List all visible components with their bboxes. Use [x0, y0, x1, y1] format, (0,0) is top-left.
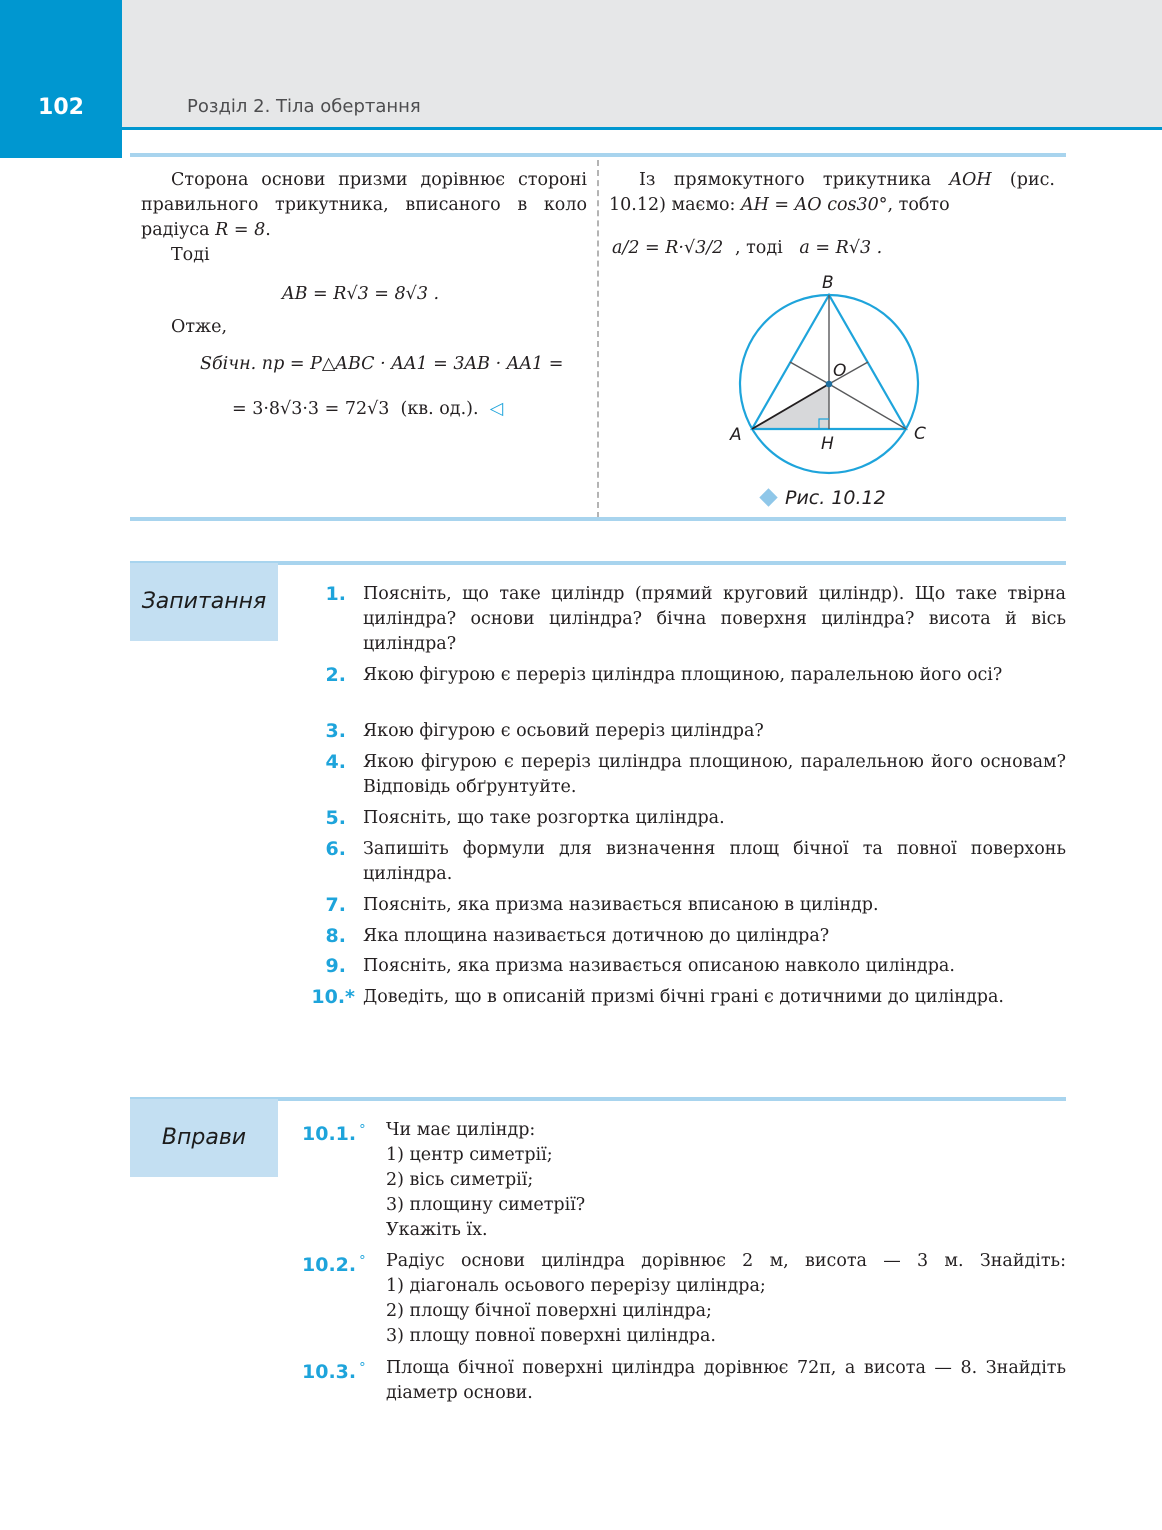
- question-text: Поясніть, що таке розгортка циліндра.: [363, 808, 725, 828]
- formula-result-row: , тоді a = R√3 .: [735, 238, 883, 258]
- question-text: Запишіть формули для визначення площ бічної та повної поверхонь циліндра.: [363, 839, 1066, 884]
- label-b: B: [822, 273, 834, 293]
- question-text: Якою фігурою є осьовий переріз циліндра?: [363, 721, 764, 741]
- chapter-title: Розділ 2. Тіла обертання: [187, 96, 421, 117]
- word-todi: Тоді: [171, 245, 210, 265]
- solution-left-paragraph: Сторона основи призми дорівнює стороні правильного трикутника, вписаного в коло радіуса R = 8.: [141, 170, 587, 240]
- figure-caption: Рис. 10.12: [785, 487, 886, 509]
- easy-level-mark: °: [359, 1361, 366, 1376]
- question-text: Якою фігурою є переріз циліндра площиною, паралельною його осі?: [363, 665, 1003, 685]
- question-text: Поясніть, яка призма називається описаною навколо циліндра.: [363, 956, 955, 976]
- question-number: 2.: [325, 664, 346, 686]
- questions-label: Запитання: [130, 563, 278, 641]
- solution-top-rule: [130, 153, 1066, 157]
- exercise-text: Радіус основи циліндра дорівнює 2 м, висота — 3 м. Знайдіть: 1) діагональ осьового перерізу циліндра; 2) площу бічної поверхні циліндра; 3) площу повної поверхні циліндра.: [386, 1251, 1066, 1346]
- question-number: 9.: [325, 955, 346, 977]
- easy-level-mark: °: [359, 1254, 366, 1269]
- exercise-text: Чи має циліндр: 1) центр симетрії; 2) вісь симетрії; 3) площину симетрії? Укажіть їх.: [386, 1120, 586, 1240]
- question-text: Поясніть, що таке циліндр (прямий круговий циліндр). Що таке твірна циліндра? основи циліндра? бічна поверхня циліндра? висота й вісь циліндра?: [363, 584, 1066, 654]
- solution-column-divider: [597, 160, 599, 518]
- label-a: A: [730, 425, 742, 445]
- question-number: 4.: [325, 751, 346, 773]
- exercise-text: Площа бічної поверхні циліндра дорівнює 72π, а висота — 8. Знайдіть діаметр основи.: [386, 1358, 1066, 1403]
- radius-formula: R = 8: [215, 220, 266, 240]
- center-point-o: [826, 381, 833, 388]
- question-number: 7.: [325, 894, 346, 916]
- question-number: 6.: [325, 838, 346, 860]
- header-divider: [122, 127, 1162, 130]
- label-c: C: [914, 424, 926, 444]
- page-header: [0, 0, 1162, 128]
- solution-bottom-rule: [130, 517, 1066, 521]
- median-from-c: [790, 362, 829, 384]
- label-h: H: [821, 434, 834, 454]
- question-number: 10.*: [311, 986, 355, 1008]
- formula-lateral-area: Sбічн. пр = P△ABC · AA1 = 3AB · AA1 =: [200, 354, 564, 374]
- question-number: 5.: [325, 807, 346, 829]
- figure-circle-triangle: [720, 268, 940, 483]
- page-number: 102: [38, 95, 84, 120]
- segment-oc: [829, 384, 906, 429]
- question-number: 8.: [325, 925, 346, 947]
- exercise-number: 10.2. °: [302, 1254, 366, 1276]
- word-otzhe: Отже,: [171, 317, 228, 337]
- exercise-number: 10.1. °: [302, 1123, 366, 1145]
- caption-diamond-icon: [759, 488, 777, 506]
- end-of-solution-icon: ◁: [489, 399, 504, 419]
- question-number: 3.: [325, 720, 346, 742]
- formula-lateral-area-result: = 3·8√3·3 = 72√3 (кв. од.). ◁: [232, 399, 504, 419]
- question-text: Яка площина називається дотичною до циліндра?: [363, 926, 830, 946]
- solution-right-paragraph: Із прямокутного трикутника AOH (рис. 10.12) маємо: AH = AO cos30°, тобто: [609, 170, 1055, 215]
- easy-level-mark: °: [359, 1123, 366, 1138]
- formula-side-a: a = R√3 .: [799, 238, 883, 258]
- formula-ab: AB = R√3 = 8√3 .: [282, 284, 440, 304]
- label-o: O: [833, 361, 847, 381]
- exercises-label: Вправи: [130, 1099, 278, 1177]
- question-text: Доведіть, що в описаній призмі бічні грані є дотичними до циліндра.: [363, 987, 1004, 1007]
- question-number: 1.: [325, 583, 346, 605]
- question-text: Поясніть, яка призма називається вписаною в циліндр.: [363, 895, 879, 915]
- formula-fraction-equation: a/2 = R·√3/2: [612, 238, 724, 258]
- exercise-number: 10.3. °: [302, 1361, 366, 1383]
- question-text: Якою фігурою є переріз циліндра площиною, паралельною його основам? Відповідь обґрунтуйте.: [363, 752, 1066, 797]
- page-number-tab: [0, 0, 122, 158]
